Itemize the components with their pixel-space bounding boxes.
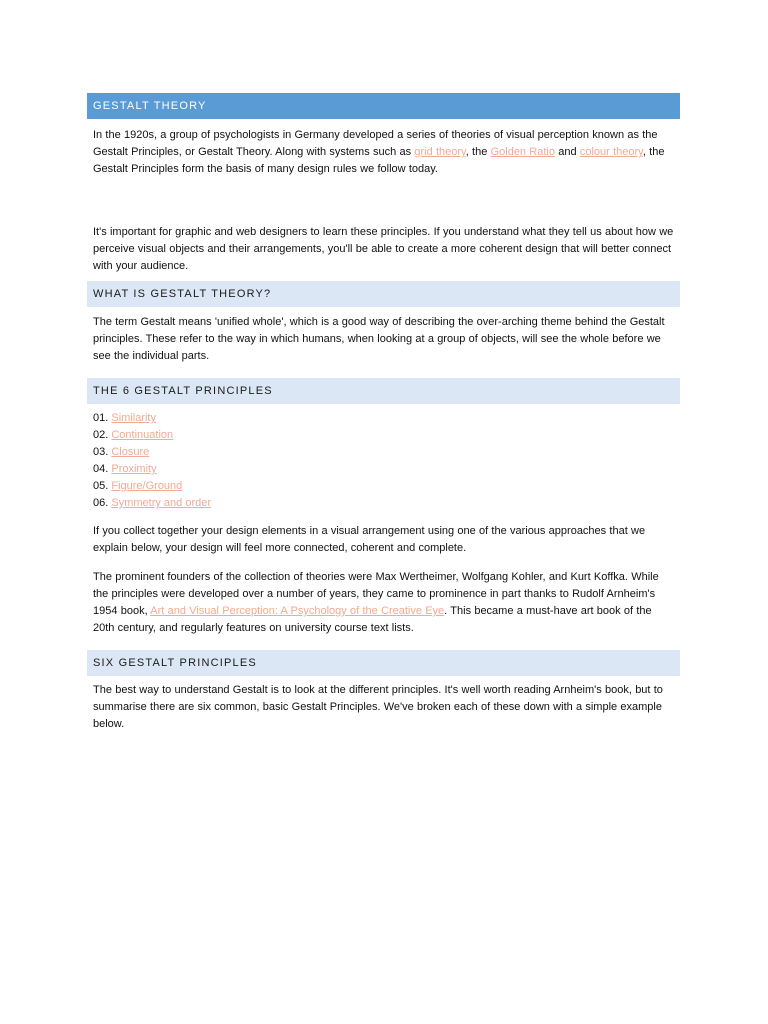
list-item-number: 06.: [93, 497, 112, 509]
principles-paragraph-2: [87, 569, 680, 637]
colour-theory-link[interactable]: colour theory: [579, 146, 643, 158]
list-item-number: 02.: [93, 429, 112, 441]
heading-what-is-gestalt-theory: WHAT IS GESTALT THEORY?: [87, 281, 680, 307]
similarity-link[interactable]: Similarity: [111, 412, 156, 424]
list-item: [93, 410, 674, 427]
principles-paragraph-1: If you collect together your design elements in a visual arrangement using one of the various approaches that we explain below, your design will feel more connected, coherent and complete.: [93, 525, 646, 554]
founders-text-2: . This became a must-have art book of the 20th century, and regularly features on university course text lists.: [93, 605, 652, 634]
continuation-link[interactable]: Continuation: [111, 429, 174, 441]
what-is-paragraph: The term Gestalt means 'unified whole', which is a good way of describing the over-arching theme behind the Gestalt principles. These refer to the way in which humans, when looking at a group of objects, will see the whole before we see the individual parts.: [93, 316, 665, 362]
heading-six-gestalt-principles: SIX GESTALT PRINCIPLES: [87, 650, 680, 676]
closure-link[interactable]: Closure: [111, 446, 150, 458]
list-item: [93, 461, 674, 478]
heading-gestalt-theory: GESTALT THEORY: [87, 93, 680, 119]
proximity-link[interactable]: Proximity: [111, 463, 157, 475]
list-item: [93, 478, 674, 495]
list-item: [93, 495, 674, 512]
principles-list: [87, 410, 680, 512]
document-page: [87, 93, 680, 733]
list-item: [93, 444, 674, 461]
heading-six-gestalt-principles-list: THE 6 GESTALT PRINCIPLES: [87, 378, 680, 404]
intro-text-4: , the Gestalt Principles form the basis of many design rules we follow today.: [93, 146, 665, 175]
intro-paragraph-2: It's important for graphic and web designers to learn these principles. If you understand what they tell us about how we perceive visual objects and their arrangements, you'll be able to create a more coherent design that will better connect with your audience.: [93, 226, 674, 272]
list-item: [93, 427, 674, 444]
list-item-number: 05.: [93, 480, 112, 492]
grid-theory-link[interactable]: grid theory: [414, 146, 466, 158]
intro-paragraph-1: [87, 127, 680, 178]
intro-text-3: and: [554, 146, 580, 158]
intro-text-1: In the 1920s, a group of psychologists in Germany developed a series of theories of visual perception known as the Gestalt Principles, or Gestalt Theory. Along with systems such as: [93, 129, 658, 158]
golden-ratio-link[interactable]: Golden Ratio: [490, 146, 555, 158]
list-item-number: 04.: [93, 463, 112, 475]
founders-text-1: The prominent founders of the collection of theories were Max Wertheimer, Wolfgang Kohler, and Kurt Koffka. While the principles were developed over a number of years, they came to prominence in part thanks to Rudolf Arnheim's 1954 book,: [93, 571, 659, 617]
symmetry-and-order-link[interactable]: Symmetry and order: [111, 497, 212, 509]
intro-text-2: , the: [465, 146, 491, 158]
list-item-number: 01.: [93, 412, 112, 424]
six-gestalt-paragraph: The best way to understand Gestalt is to look at the different principles. It's well worth reading Arnheim's book, but to summarise there are six common, basic Gestalt Principles. We've broken each of these down with a simple example below.: [93, 684, 663, 730]
figure-ground-link[interactable]: Figure/Ground: [111, 480, 183, 492]
art-and-visual-perception-link[interactable]: Art and Visual Perception: A Psychology of the Creative Eye: [150, 605, 445, 617]
list-item-number: 03.: [93, 446, 112, 458]
